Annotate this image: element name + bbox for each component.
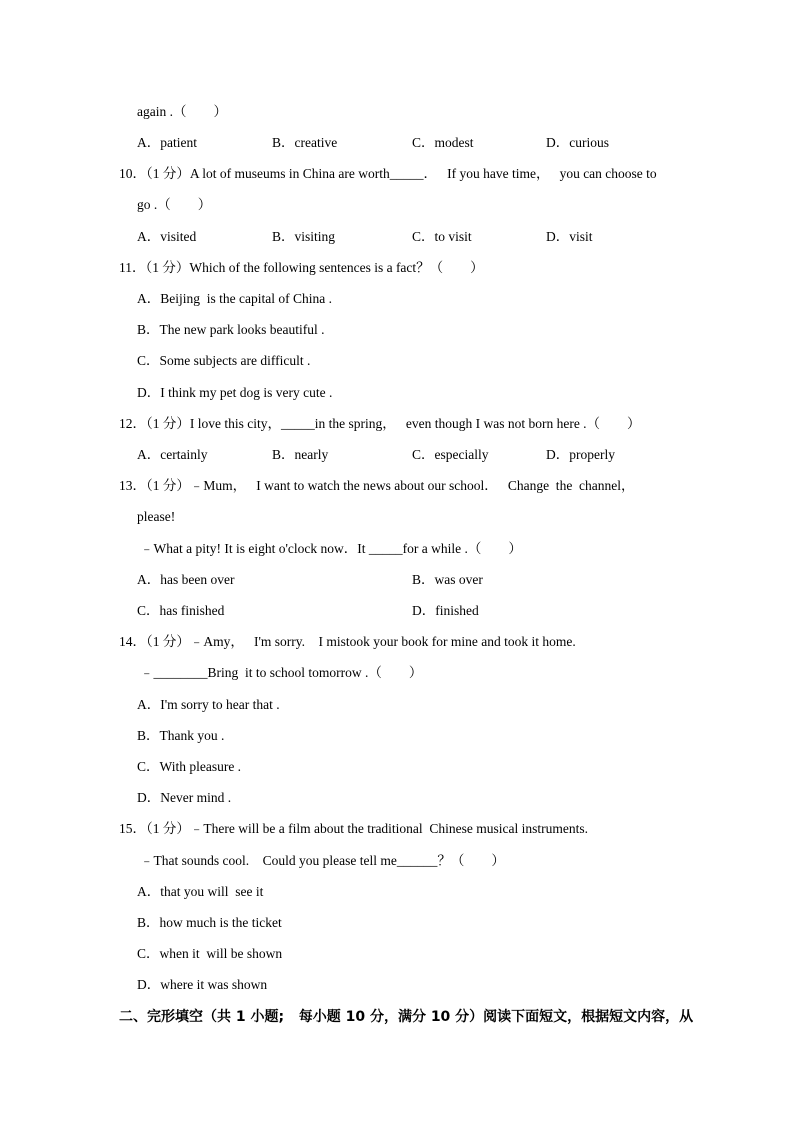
q14-option-d[interactable]: D．Never mind .	[137, 790, 232, 805]
q12-option-a[interactable]: A．certainly	[137, 447, 208, 462]
q10-option-b[interactable]: B．visiting	[272, 229, 336, 244]
q10-option-c[interactable]: C．to visit	[412, 229, 472, 244]
q15-option-d[interactable]: D．where it was shown	[137, 977, 268, 992]
q14-option-a[interactable]: A．I'm sorry to hear that .	[137, 697, 280, 712]
q13-option-a[interactable]: A．has been over	[137, 572, 235, 587]
q11-option-d[interactable]: D．I think my pet dog is very cute .	[137, 385, 333, 400]
q13-option-b[interactable]: B．was over	[412, 572, 483, 587]
q10-stem: 10．（1 分）A lot of museums in China are worth_____． If you have time， you can choose to	[119, 166, 657, 181]
q13-option-d[interactable]: D．finished	[412, 603, 479, 618]
q9-stem-continuation: again .（ ）	[137, 104, 227, 119]
q14-stem: 14．（1 分）﹣Amy， I'm sorry. I mistook your book for mine and took it home.	[119, 634, 576, 649]
q15-option-a[interactable]: A．that you will see it	[137, 884, 264, 899]
q13-dialogue-reply: ﹣What a pity! It is eight o'clock now．It _____for a while .（ ）	[140, 541, 522, 556]
q12-option-c[interactable]: C．especially	[412, 447, 489, 462]
q15-stem: 15．（1 分）﹣There will be a film about the traditional Chinese musical instruments.	[119, 821, 589, 836]
q10-stem-continuation: go .（ ）	[137, 197, 212, 212]
q14-dialogue-reply: ﹣________Bring it to school tomorrow .（ ）	[140, 665, 423, 680]
q9-option-b[interactable]: B．creative	[272, 135, 338, 150]
q9-option-d[interactable]: D．curious	[546, 135, 609, 150]
q13-option-c[interactable]: C．has finished	[137, 603, 225, 618]
q9-option-c[interactable]: C．modest	[412, 135, 474, 150]
q10-option-d[interactable]: D．visit	[546, 229, 593, 244]
q12-stem: 12．（1 分）I love this city，_____in the spring， even though I was not born here .（ ）	[119, 416, 641, 431]
q11-option-a[interactable]: A．Beijing is the capital of China .	[137, 291, 332, 306]
q15-option-c[interactable]: C．when it will be shown	[137, 946, 283, 961]
q14-option-b[interactable]: B．Thank you .	[137, 728, 225, 743]
q11-stem: 11．（1 分）Which of the following sentences is a fact？（ ）	[119, 260, 484, 275]
q12-option-d[interactable]: D．properly	[546, 447, 615, 462]
q9-option-a[interactable]: A．patient	[137, 135, 197, 150]
q15-dialogue-reply: ﹣That sounds cool. Could you please tell me______？（ ）	[140, 853, 505, 868]
q15-option-b[interactable]: B．how much is the ticket	[137, 915, 282, 930]
q13-stem: 13．（1 分）﹣Mum， I want to watch the news about our school． Change the channel，	[119, 478, 635, 493]
q14-option-c[interactable]: C．With pleasure .	[137, 759, 242, 774]
q13-stem-continuation: please!	[137, 509, 176, 524]
q12-option-b[interactable]: B．nearly	[272, 447, 329, 462]
q11-option-b[interactable]: B．The new park looks beautiful .	[137, 322, 325, 337]
section-2-heading: 二、完形填空（共 1 小题; 每小题 10 分，满分 10 分）阅读下面短文，根据短文内容，从	[119, 1009, 694, 1025]
q11-option-c[interactable]: C．Some subjects are difficult .	[137, 353, 311, 368]
q10-option-a[interactable]: A．visited	[137, 229, 197, 244]
